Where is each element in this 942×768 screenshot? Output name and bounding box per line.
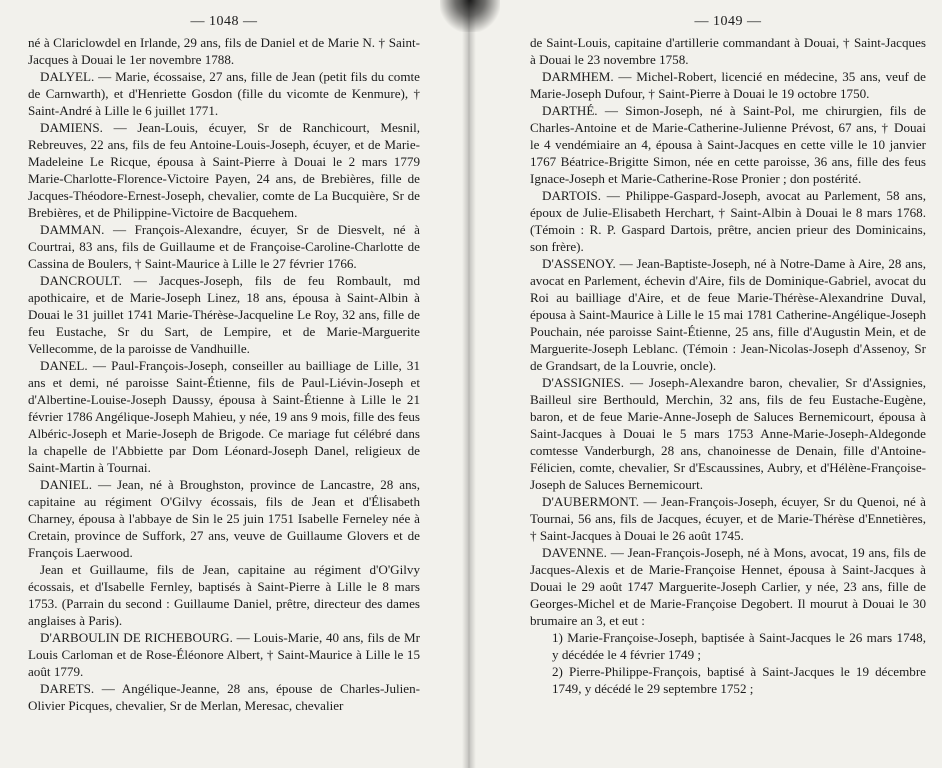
list-item: 1) Marie-Françoise-Joseph, baptisée à Saint-Jacques le 26 mars 1748, y décédée le 4 février 1749 ; <box>552 630 926 662</box>
entry: D'ARBOULIN DE RICHEBOURG. — Louis-Marie, 40 ans, fils de Mr Louis Carloman et de Rose-Éléonore Albert, † Saint-Maurice à Lille le 15 août 1779. <box>28 630 420 679</box>
entry: DAMMAN. — François-Alexandre, écuyer, Sr de Diesvelt, né à Courtrai, 83 ans, fils de Guillaume et de Françoise-Caroline-Charlotte de Cassina de Boulers, † Saint-Maurice à Lille le 27 février 1766. <box>28 222 420 271</box>
children-list <box>530 629 926 697</box>
entry: DANCROULT. — Jacques-Joseph, fils de feu Rombault, md apothicaire, et de Marie-Joseph Linez, 18 ans, épousa à Saint-Albin à Douai le 31 juillet 1741 Marie-Thérèse-Jacqueline Le Roy, 32 ans, fille de feu Eustache, Sr du Sart, de Lempire, et de Marie-Marguerite Vellecomme, de la paroisse de Vandhuille. <box>28 273 420 356</box>
entry: DARTOIS. — Philippe-Gaspard-Joseph, avocat au Parlement, 58 ans, époux de Julie-Elisabeth Herchart, † Saint-Albin à Douai le 8 mars 1768. (Témoin : R. P. Gaspard Dartois, prêtre, ancien prieur des Dominicains, son frère). <box>530 188 926 254</box>
ink-blot <box>440 0 500 32</box>
entry: D'ASSENOY. — Jean-Baptiste-Joseph, né à Notre-Dame à Aire, 28 ans, avocat en Parlement, échevin d'Aire, fils de Dominique-Gabriel, avocat du Roi au bailliage d'Aire, et de feue Marie-Thérèse-Alexandrine Duval, épousa à Saint-Maurice à Lille le 15 mai 1781 Catherine-Angélique-Joseph Pouchain, née paroisse Saint-Étienne, 25 ans, fille d'Augustin Mein, et de Marguerite-Joseph Leblanc. (Témoin : Jean-Nicolas-Joseph d'Assenoy, Sr de Grandsart, de la Louvrie, oncle). <box>530 256 926 373</box>
entry: DALYEL. — Marie, écossaise, 27 ans, fille de Jean (petit fils du comte de Carnwarth), et d'Henriette Gosdon (fille du vicomte de Kenmure), † Saint-André à Lille le 6 juillet 1771. <box>28 69 420 118</box>
list-item: 2) Pierre-Philippe-François, baptisé à Saint-Jacques le 19 décembre 1749, y décédé le 29 septembre 1752 ; <box>552 664 926 696</box>
entry: DANIEL. — Jean, né à Broughston, province de Lancastre, 28 ans, capitaine au régiment O'Gilvy écossais, fils de Jean et d'Élisabeth Charney, épousa à l'abbaye de Sin le 25 juin 1751 Isabelle Ferneley née à Cretain, province de Suffork, 27 ans, veuve de Guillaume Glovers et de François Laerwood. <box>28 477 420 560</box>
entry: né à Clariclowdel en Irlande, 29 ans, fils de Daniel et de Marie N. † Saint-Jacques à Douai le 1er novembre 1788. <box>28 35 420 67</box>
left-page-text <box>28 34 420 714</box>
right-page-text <box>530 34 926 697</box>
right-page <box>530 14 926 697</box>
entry: DARTHÉ. — Simon-Joseph, né à Saint-Pol, me chirurgien, fils de Charles-Antoine et de Marie-Catherine-Julienne Prévost, 67 ans, † Douai le 4 vendémiaire an 4, épousa à Saint-Jacques en cette ville le 10 janvier 1767 Béatrice-Brigitte Simon, née en cette paroisse, 36 ans, fille des feus Ignace-Joseph et Marie-Catherine-Rose Pronier ; don postérité. <box>530 103 926 186</box>
left-page <box>28 14 420 714</box>
entry: Jean et Guillaume, fils de Jean, capitaine au régiment d'O'Gilvy écossais, et d'Isabelle Fernley, baptisés à Saint-Pierre à Lille le 8 mars 1753. (Parrain du second : Guillaume Daniel, prêtre, directeur des dames anglaises à Paris). <box>28 562 420 628</box>
entry: DAMIENS. — Jean-Louis, écuyer, Sr de Ranchicourt, Mesnil, Rebreuves, 22 ans, fils de feu Antoine-Louis-Joseph, écuyer, et de Marie-Madeleine Le Ricque, épousa à Saint-Pierre à Douai le 2 mars 1779 Marie-Charlotte-Florence-Victoire Payen, 24 ans, de Brebières, fille de Jacques-Théodore-Ernest-Joseph, chevalier, comte de La Bucquière, Sr de Brebières, et de Philippine-Victoire de Bacquehem. <box>28 120 420 220</box>
entry: DARETS. — Angélique-Jeanne, 28 ans, épouse de Charles-Julien-Olivier Picques, chevalier, Sr de Merlan, Meresac, chevalier <box>28 681 420 713</box>
entry: DARMHEM. — Michel-Robert, licencié en médecine, 35 ans, veuf de Marie-Joseph Dufour, † Saint-Pierre à Douai le 19 octobre 1750. <box>530 69 926 101</box>
entry: de Saint-Louis, capitaine d'artillerie commandant à Douai, † Saint-Jacques à Douai le 23 novembre 1758. <box>530 35 926 67</box>
entry: D'AUBERMONT. — Jean-François-Joseph, écuyer, Sr du Quenoi, né à Tournai, 56 ans, fils de Jacques, écuyer, et de Marie-Thérèse d'Ennetières, † Saint-Jacques à Douai le 26 août 1745. <box>530 494 926 543</box>
entry: DAVENNE. — Jean-François-Joseph, né à Mons, avocat, 19 ans, fils de Jacques-Alexis et de Marie-Françoise Hennet, épousa à Saint-Jacques à Douai le 29 août 1747 Marguerite-Joseph Carlier, y née, 23 ans, fille de Georges-Michel et de Marie-Françoise Degobert. Il mourut à Douai le 30 brumaire an 3, et eut : <box>530 545 926 628</box>
page-number-left: — 1048 — <box>190 14 258 29</box>
page-number-right: — 1049 — <box>694 14 762 29</box>
book-gutter <box>462 0 476 768</box>
entry: D'ASSIGNIES. — Joseph-Alexandre baron, chevalier, Sr d'Assignies, Bailleul sire Berthould, Merchin, 32 ans, fils de feu Eustache-Eugène, baron, et de feue Marie-Anne-Joseph de Saluces Bernemicourt, épousa à Saint-Jacques à Douai le 5 mars 1753 Anne-Marie-Joseph-Aldegonde comtesse Vanderburgh, 28 ans, chanoinesse de Denain, fille d'Antoine-Félicien, comte, chevalier, Sr d'Escaussines, Aubry, et d'Hélène-Françoise-Joseph de Saluces Bernemicourt. <box>530 375 926 492</box>
entry: DANEL. — Paul-François-Joseph, conseiller au bailliage de Lille, 31 ans et demi, né paroisse Saint-Étienne, fils de Paul-Liévin-Joseph et d'Albertine-Louise-Joseph Daussy, épousa à Saint-Étienne à Lille le 21 février 1786 Angélique-Joseph Mahieu, y née, 19 ans 9 mois, fille des feus Albéric-Joseph et Marie-Joseph de Brigode. Ce mariage fut célébré dans la chapelle de l'Abbiette par Dom Léonard-Joseph Danel, religieux de Saint-Martin à Tournai. <box>28 358 420 475</box>
